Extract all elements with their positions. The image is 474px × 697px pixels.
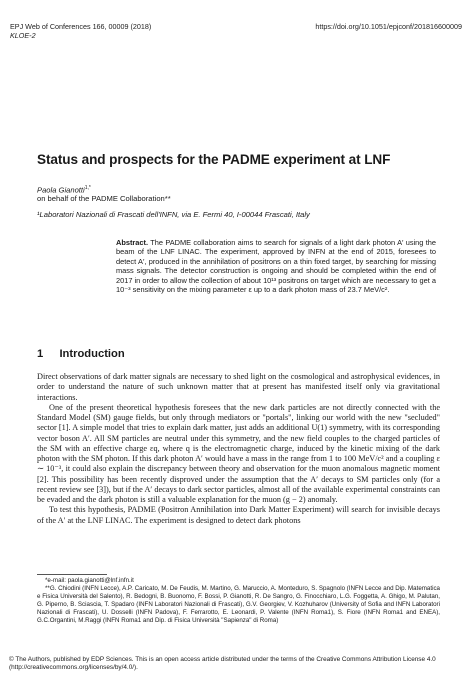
doi-link[interactable]: https://doi.org/10.1051/epjconf/201816600009 <box>315 22 462 31</box>
abstract-text: The PADME collaboration aims to search for signals of a light dark photon A′ using the beam of the LNF LINAC. The experiment, approved by INFN at the end of 2015, foresees to detect A′, produced in the annihilation of positrons on a thin fixed target, by searching for missing mass signals. The detector construction is ongoing and should be completed within the end of 2017 in order to allow the collection of about 10¹³ positrons on target which are necessary to get a 10⁻³ sensitivity on the mixing parameter ε up to a dark photon mass of 23.7 MeV/c². <box>116 238 437 295</box>
journal-citation: EPJ Web of Conferences 166, 00009 (2018) <box>10 22 152 31</box>
collaboration-line: on behalf of the PADME Collaboration** <box>37 194 171 203</box>
paragraph: One of the present theoretical hypothesis foresees that the new dark particles are not directly connected with the Standard Model (SM) gauge fields, but only through mediators or "portals", linking our world with the new "secluded" sector [1]. A simple model that tries to explain dark matter, just adds an additional U(1) symmetry, with its corresponding vector boson A′. All SM particles are neutral under this symmetry, and the new field couples to the charged particles of the SM with an effective charge εq, where q is the electromagnetic charge, induced by the kinetic mixing of the dark photon with the SM photon. If this dark photon A′ would have a mass in the range from 1 to 100 MeV/c² and a coupling ε ∼ 10⁻³, it could also explain the discrepancy between theory and observation for the muon anomalous magnetic moment [2]. This possibility has been recently disproved under the assumption that the A′ decays to SM particles only (for a recent review see [3]), but if the A′ decays to dark sector particles, almost all of the available experimental constraints can be evaded and the dark photon is still a valuable explanation for the muon (g − 2) anomaly. <box>37 402 440 504</box>
abstract <box>116 238 436 294</box>
footnote-rule <box>37 574 107 575</box>
footnote: **G. Chiodini (INFN Lecce), A.P. Caricato, M. De Feudis, M. Martino, G. Maruccio, A. Monteduro, S. Spagnolo (INFN Lecce and Dip. Matematica e Fisica Università del Salento), R. Bedogni, B. Buonomo, F. Bossi, P. Gianotti, R. De Sangro, G. Finocchiaro, L.G. Foggetta, A. Ghigo, M. Palutan, G. Piperno, B. Sciascia, T. Spadaro (INFN Laboratori Nazionali di Frascati), G.V. Georgiev, V. Kozhuharov (University of Sofia and INFN Laboratori Nazionali di Frascati), U. Dosselli (INFN Padova), F. Ferrarotto, E. Leonardi, P. Valente (INFN Roma1), S. Fiore (INFN Roma1 and ENEA), G.C.Organtini, M.Raggi (INFN Roma1 and Dip. di Fisica Università "Sapienza" di Roma) <box>37 584 440 624</box>
body-text <box>37 372 440 526</box>
paragraph: Direct observations of dark matter signals are necessary to shed light on the cosmological and astrophysical evidences, in order to understand the nature of such unknown matter that at present has manifested itself only via gravitational interactions. <box>37 372 440 402</box>
author-name: Paola Gianotti <box>37 185 85 195</box>
license-notice: © The Authors, published by EDP Sciences. This is an open access article distributed under the terms of the Creative Commons Attribution License 4.0 (http://creativecommons.org/licenses/by/4.0/). <box>9 656 436 672</box>
section-title: Introduction <box>59 348 125 360</box>
paper-title: Status and prospects for the PADME experiment at LNF <box>37 152 391 167</box>
section-heading <box>37 348 125 360</box>
author-marks: 1,* <box>84 185 91 191</box>
affiliation: ¹Laboratori Nazionali di Frascati dell'INFN, via E. Fermi 40, I-00044 Frascati, Italy <box>37 210 310 219</box>
conference-name: KLOE-2 <box>10 31 36 40</box>
footnotes <box>37 577 440 624</box>
footnote: *e-mail: paola.gianotti@lnf.infn.it <box>45 577 134 584</box>
section-number: 1 <box>37 348 44 360</box>
paragraph: To test this hypothesis, PADME (Positron Annihilation into Dark Matter Experiment) will search for invisible decays of the A′ at the LNF LINAC. The experiment is designed to detect dark photons <box>37 505 440 525</box>
abstract-label: Abstract. <box>116 238 149 247</box>
